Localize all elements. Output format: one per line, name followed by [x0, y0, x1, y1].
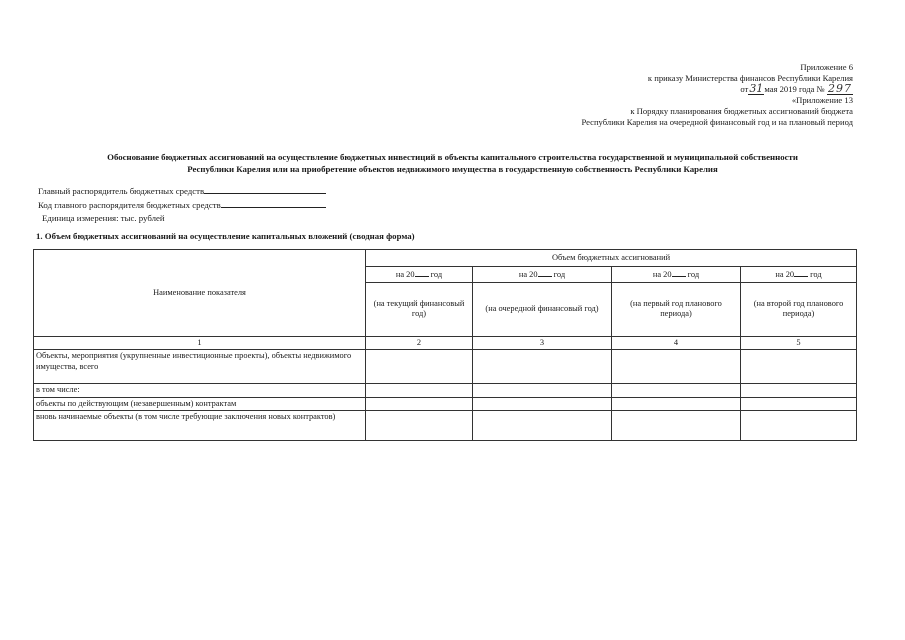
- table-cell: [366, 350, 473, 384]
- manager-label: Главный распорядитель бюджетных средств: [38, 186, 205, 196]
- handwritten-order-number: 297: [828, 82, 852, 95]
- appendix13-label: «Приложение 13: [791, 95, 853, 105]
- manager-blank: [204, 184, 326, 194]
- document-title: [40, 151, 865, 175]
- table-cell: [473, 384, 612, 398]
- section-title: 1. Объем бюджетных ассигнований на осуществление капитальных вложений (сводная форма): [36, 231, 415, 241]
- date-prefix: от: [740, 84, 749, 94]
- row-label-total: Объекты, мероприятия (укрупненные инвестиционные проекты), объекты недвижимого имущества, всего: [34, 350, 366, 384]
- period-current: (на текущий финансовый год): [366, 282, 473, 336]
- table-cell: [366, 411, 473, 441]
- table-cell: [473, 411, 612, 441]
- table-cell: [612, 350, 741, 384]
- period-plan-1: (на первый год планового периода): [612, 282, 741, 336]
- manager-code-field: [38, 198, 326, 212]
- col-number-2: 2: [366, 336, 473, 350]
- appendix-label: Приложение 6: [800, 62, 853, 72]
- document-title-line-2: Республики Карелия или на приобретение объектов недвижимого имущества в государственную собственность Республики Карелия: [187, 164, 718, 174]
- col-number-4: 4: [612, 336, 741, 350]
- procedure-line-1: к Порядку планирования бюджетных ассигнований бюджета: [630, 106, 853, 116]
- table-cell: [612, 411, 741, 441]
- year-header-next: на 20 год: [473, 267, 612, 283]
- year-header-plan-2: на 20 год: [741, 267, 857, 283]
- period-next: (на очередной финансовый год): [473, 282, 612, 336]
- manager-field: [38, 184, 326, 198]
- table-cell: [741, 350, 857, 384]
- appendix-header: [433, 62, 853, 128]
- table-row: [34, 411, 857, 441]
- header-fields: [38, 184, 326, 225]
- table-cell: [473, 350, 612, 384]
- manager-code-label: Код главного распорядителя бюджетных средств: [38, 200, 221, 210]
- table-cell: [741, 384, 857, 398]
- table-cell: [741, 411, 857, 441]
- procedure-line-2: Республики Карелия на очередной финансовый год и на плановый период: [581, 117, 853, 127]
- table-cell: [366, 397, 473, 411]
- row-label-including: в том числе:: [34, 384, 366, 398]
- indicator-name-header: Наименование показателя: [34, 250, 366, 337]
- year-header-current: на 20 год: [366, 267, 473, 283]
- table-row: [34, 350, 857, 384]
- year-header-plan-1: на 20 год: [612, 267, 741, 283]
- col-number-1: 1: [34, 336, 366, 350]
- table-cell: [612, 384, 741, 398]
- period-plan-2: (на второй год планового периода): [741, 282, 857, 336]
- handwritten-day: 31: [749, 82, 764, 95]
- order-line: к приказу Министерства финансов Республики Карелия: [647, 73, 853, 83]
- row-label-new-objects: вновь начинаемые объекты (в том числе требующие заключения новых контрактов): [34, 411, 366, 441]
- date-suffix: мая 2019 года №: [764, 84, 825, 94]
- budget-volume-header: Объем бюджетных ассигнований: [366, 250, 857, 267]
- col-number-5: 5: [741, 336, 857, 350]
- table-cell: [366, 384, 473, 398]
- manager-code-blank: [221, 198, 326, 208]
- table-row: [34, 397, 857, 411]
- capital-investment-table: [33, 249, 857, 441]
- table-cell: [741, 397, 857, 411]
- table-row: [34, 384, 857, 398]
- document-title-line-1: Обоснование бюджетных ассигнований на осуществление бюджетных инвестиций в объекты капитального строительства государственной и муниципальной собственности: [107, 152, 798, 162]
- unit-field: Единица измерения: тыс. рублей: [42, 213, 165, 223]
- table-cell: [473, 397, 612, 411]
- order-date-line: [433, 84, 853, 95]
- row-label-existing-contracts: объекты по действующим (незавершенным) контрактам: [34, 397, 366, 411]
- table-cell: [612, 397, 741, 411]
- col-number-3: 3: [473, 336, 612, 350]
